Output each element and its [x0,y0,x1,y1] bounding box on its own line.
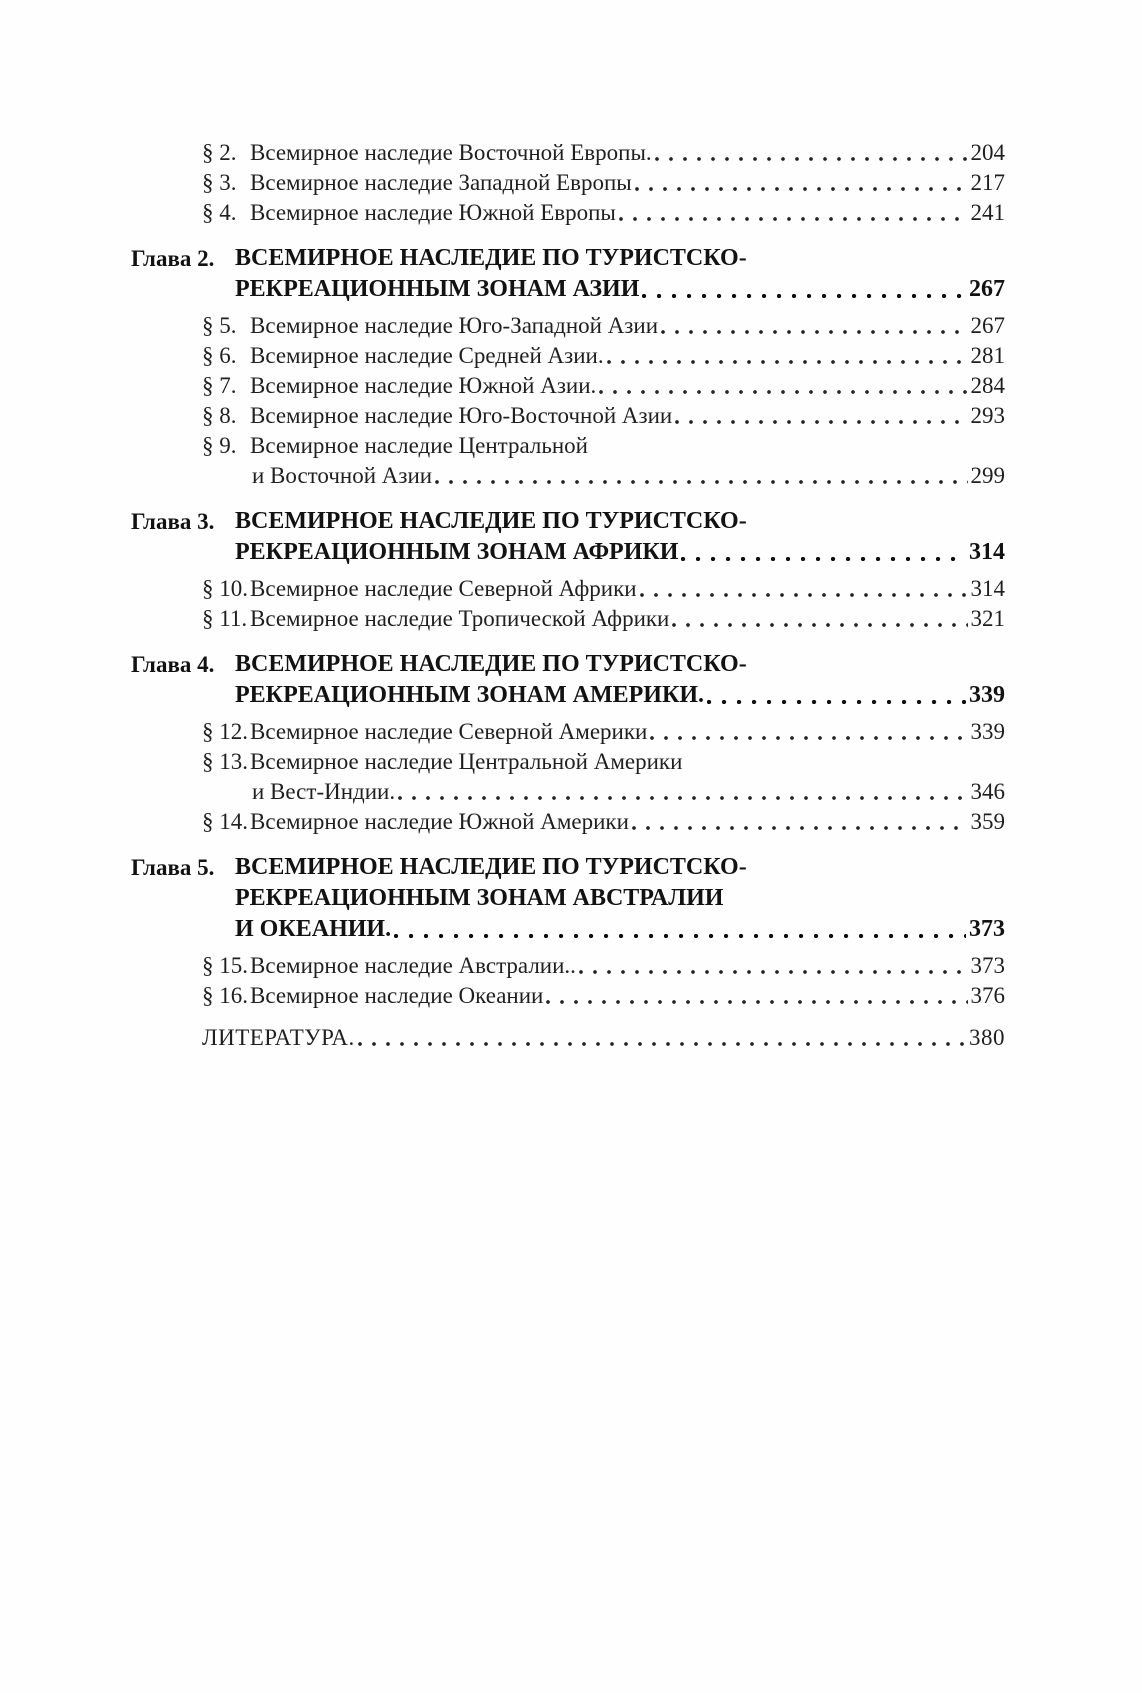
toc-entry-literature [131,1023,1005,1053]
section-number: § 2. [202,140,237,165]
toc-chapter [131,649,1005,711]
chapter-title-line: РЕКРЕАЦИОННЫМ ЗОНАМ АМЕРИКИ. [235,682,705,708]
toc-entry [131,341,1005,371]
page-number: 314 [970,576,1005,601]
table-of-contents [131,138,1005,1053]
page-number: 267 [969,276,1005,302]
dot-leader [358,1042,966,1046]
page-number: 373 [969,916,1005,942]
chapter-title-line: РЕКРЕАЦИОННЫМ ЗОНАМ АФРИКИ [235,539,679,565]
dot-leader [632,826,968,830]
dot-leader [661,330,967,334]
toc-entry [131,747,1005,807]
toc-entry [131,401,1005,431]
toc-entry [131,717,1005,747]
page-number: 380 [969,1025,1005,1050]
dot-leader [398,796,967,800]
dot-leader [675,420,967,424]
dot-leader [579,970,968,974]
page-number: 217 [970,170,1005,195]
section-number: § 12. [202,719,248,744]
chapter-label: Глава 3. [131,509,215,534]
page-number: 339 [970,719,1005,744]
section-number: § 3. [202,170,237,195]
toc-chapter [131,852,1005,945]
section-title: Всемирное наследие Западной Европы [250,170,632,195]
section-title-continuation: и Вест-Индии. [252,779,396,804]
chapter-label: Глава 2. [131,246,215,271]
dot-leader [707,700,966,704]
section-title: Всемирное наследие Северной Америки [250,719,648,744]
section-title: Всемирное наследие Южной Европы [250,200,616,225]
page-number: 314 [969,539,1005,565]
toc-entry [131,951,1005,981]
page-number: 376 [970,983,1005,1008]
section-number: § 14. [202,809,248,834]
page-number: 339 [969,682,1005,708]
dot-leader [394,934,966,938]
section-title: Всемирное наследие Средней Азии. [250,343,604,368]
section-number: § 15. [202,953,248,978]
dot-leader [655,157,968,161]
section-title: Всемирное наследие Тропической Африки [250,606,670,631]
toc-entry [131,311,1005,341]
section-title: Всемирное наследие Австралии.. [250,953,576,978]
dot-leader [435,480,967,484]
dot-leader [607,360,968,364]
section-title: Всемирное наследие Океании [250,983,544,1008]
section-number: § 9. [202,433,237,458]
chapter-title [235,852,1005,945]
toc-entry [131,807,1005,837]
toc-entry [131,431,1005,491]
section-title: Всемирное наследие Южной Америки [250,809,629,834]
section-title: Всемирное наследие Южной Азии. [250,373,597,398]
toc-entry [131,371,1005,401]
chapter-title-line: РЕКРЕАЦИОННЫМ ЗОНАМ АЗИИ [235,276,640,302]
toc-entry [131,574,1005,604]
section-number: § 7. [202,373,237,398]
page-number: 284 [970,373,1005,398]
page-number: 359 [970,809,1005,834]
section-number: § 13. [202,749,248,774]
dot-leader [672,623,967,627]
page-number: 299 [970,463,1005,488]
chapter-title-line: ВСЕМИРНОЕ НАСЛЕДИЕ ПО ТУРИСТСКО- [235,245,747,271]
toc-entry [131,168,1005,198]
section-title: Всемирное наследие Центральной Америки [250,749,683,774]
dot-leader [640,593,968,597]
toc-entry [131,138,1005,168]
chapter-title-line: ВСЕМИРНОЕ НАСЛЕДИЕ ПО ТУРИСТСКО- [235,508,747,534]
dot-leader [650,736,967,740]
page-number: 204 [970,140,1005,165]
section-title: Всемирное наследие Восточной Европы. [250,140,652,165]
section-number: § 10. [202,576,248,601]
chapter-title-line: ВСЕМИРНОЕ НАСЛЕДИЕ ПО ТУРИСТСКО- [235,651,747,677]
page-number: 281 [970,343,1005,368]
dot-leader [619,217,968,221]
dot-leader [599,390,967,394]
toc-chapter [131,243,1005,305]
chapter-title [235,649,1005,711]
section-number: § 5. [202,313,237,338]
chapter-title [235,506,1005,568]
page-number: 346 [970,779,1005,804]
section-number: § 11. [202,606,248,631]
section-title-continuation: и Восточной Азии [252,463,433,488]
section-number: § 8. [202,403,237,428]
section-number: § 4. [202,200,237,225]
section-title: Всемирное наследие Юго-Западной Азии [250,313,659,338]
dot-leader [642,294,966,298]
dot-leader [546,1000,967,1004]
chapter-title-line: ВСЕМИРНОЕ НАСЛЕДИЕ ПО ТУРИСТСКО- [235,854,747,880]
section-number: § 6. [202,343,237,368]
section-title: Всемирное наследие Северной Африки [250,576,637,601]
section-title: Всемирное наследие Центральной [250,433,588,458]
page-number: 267 [970,313,1005,338]
chapter-label: Глава 4. [131,652,215,677]
toc-entry [131,604,1005,634]
page-number: 373 [970,953,1005,978]
chapter-title-line: РЕКРЕАЦИОННЫМ ЗОНАМ АВСТРАЛИИ [235,885,724,911]
section-number: § 16. [202,983,248,1008]
chapter-title [235,243,1005,305]
toc-chapter [131,506,1005,568]
dot-leader [681,557,966,561]
dot-leader [635,187,968,191]
section-title: Всемирное наследие Юго-Восточной Азии [250,403,673,428]
page-number: 293 [970,403,1005,428]
toc-entry [131,981,1005,1011]
page-number: 241 [970,200,1005,225]
page-number: 321 [970,606,1005,631]
literature-title: ЛИТЕРАТУРА. [202,1025,355,1050]
toc-entry [131,198,1005,228]
chapter-label: Глава 5. [131,855,215,880]
chapter-title-line: И ОКЕАНИИ. [235,916,392,942]
